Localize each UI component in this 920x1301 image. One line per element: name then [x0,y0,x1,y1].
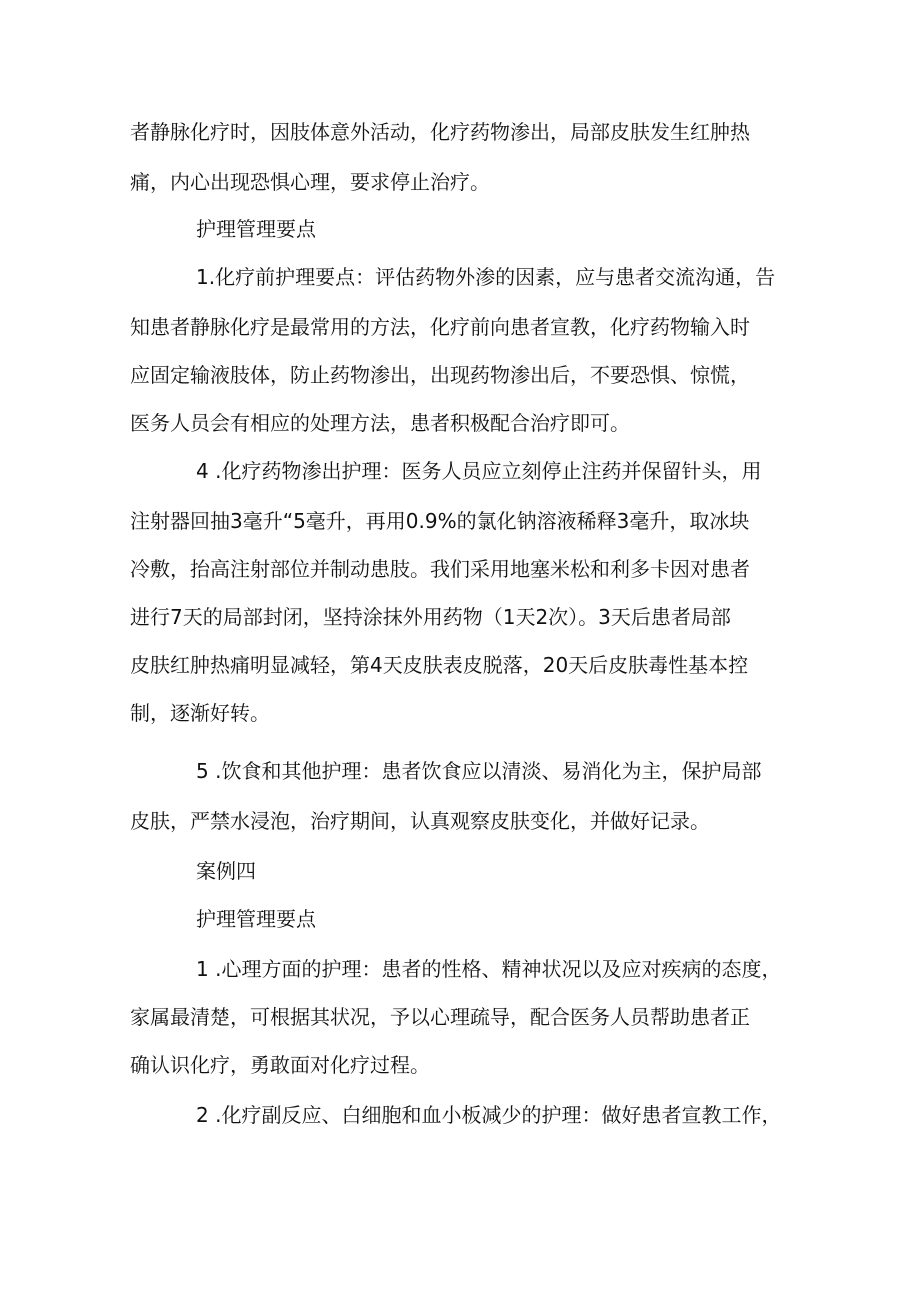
paragraph-text-line: 4 .化疗药物渗出护理：医务人员应立刻停止注药并保留针头，用 [196,459,762,483]
paragraph-text-line: 医务人员会有相应的处理方法，患者积极配合治疗即可。 [130,411,630,435]
paragraph-text-line: 2 .化疗副反应、白细胞和血小板减少的护理：做好患者宣教工作， [196,1103,782,1127]
paragraph-text-line: 应固定输液肢体，防止药物渗出，出现药物渗出后，不要恐惧、惊慌， [130,363,750,387]
paragraph-text-line: 注射器回抽3毫升“5毫升，再用0.9%的氯化钠溶液稀释3毫升，取冰块 [130,509,750,533]
paragraph-text-line: 1 .心理方面的护理：患者的性格、精神状况以及应对疾病的态度， [196,957,782,981]
paragraph-text-line: 痛，内心出现恐惧心理，要求停止治疗。 [130,170,490,194]
paragraph-text-line: 进行7天的局部封闭，坚持涂抹外用药物（1天2次）。3天后患者局部 [130,605,731,629]
paragraph-text-line: 知患者静脉化疗是最常用的方法，化疗前向患者宣教，化疗药物输入时 [130,315,750,339]
paragraph-text-line: 者静脉化疗时，因肢体意外活动，化疗药物渗出，局部皮肤发生红肿热 [130,120,750,144]
paragraph-text-line: 1.化疗前护理要点：评估药物外渗的因素，应与患者交流沟通，告 [196,265,776,289]
paragraph-text-line: 制，逐渐好转。 [130,701,270,725]
paragraph-text-line: 皮肤，严禁水浸泡，治疗期间，认真观察皮肤变化，并做好记录。 [130,809,710,833]
section-heading: 护理管理要点 [196,907,316,931]
case-heading: 案例四 [196,859,256,883]
paragraph-text-line: 家属最清楚，可根据其状况，予以心理疏导，配合医务人员帮助患者正 [130,1005,750,1029]
paragraph-text-line: 5 .饮食和其他护理：患者饮食应以清淡、易消化为主，保护局部 [196,759,762,783]
paragraph-text-line: 皮肤红肿热痛明显减轻，第4天皮肤表皮脱落，20天后皮肤毒性基本控 [130,653,749,677]
section-heading: 护理管理要点 [196,217,316,241]
paragraph-text-line: 冷敷，抬高注射部位并制动患肢。我们采用地塞米松和利多卡因对患者 [130,557,750,581]
paragraph-text-line: 确认识化疗，勇敢面对化疗过程。 [130,1053,430,1077]
